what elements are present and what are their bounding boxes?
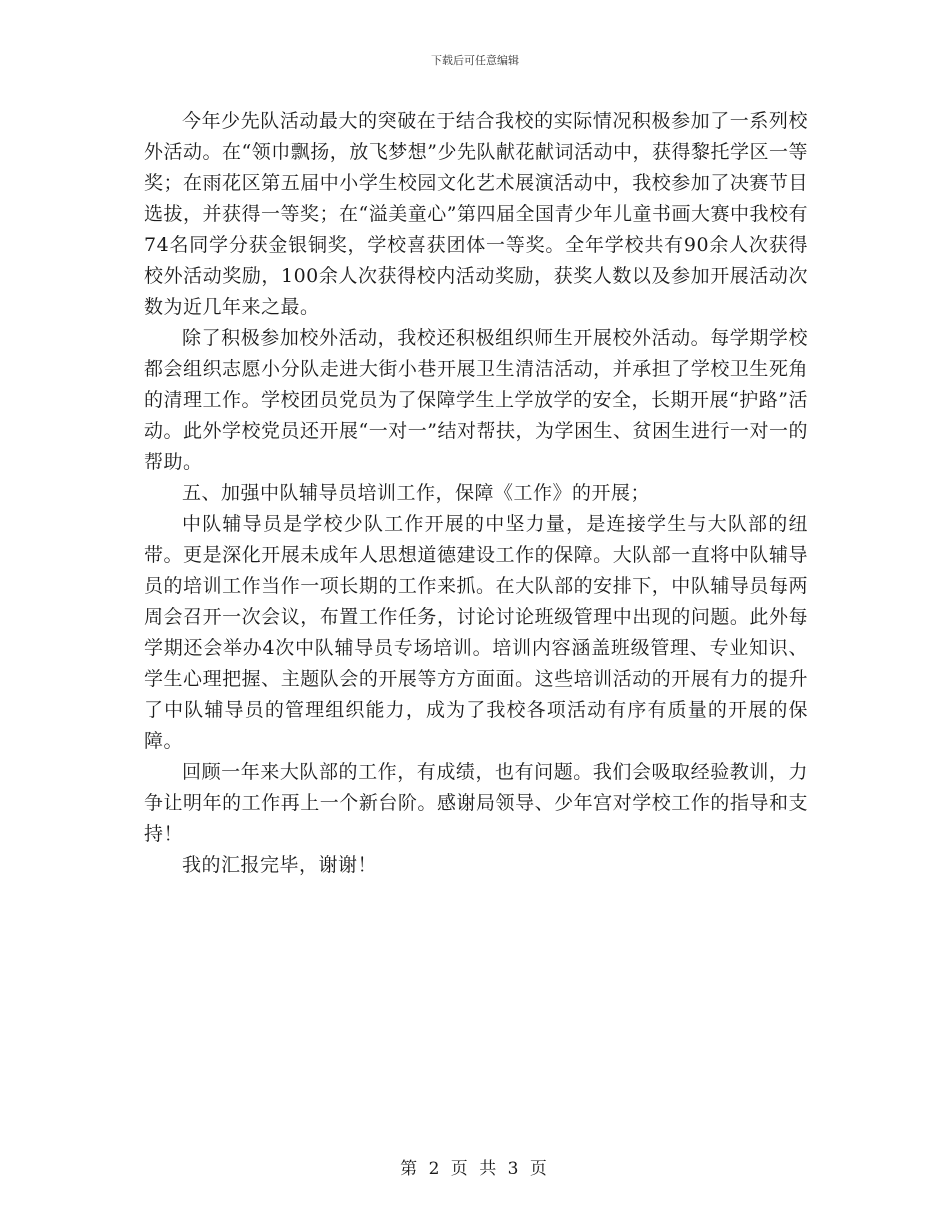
paragraph-closing: 我的汇报完毕，谢谢！ [182, 854, 378, 876]
paragraph-counselor-training: 中队辅导员是学校少队工作开展的中坚力量，是连接学生与大队部的纽带。更是深化开展未成年人思想道德建设工作的保障。大队部一直将中队辅导员的培训工作当作一项长期的工作来抓。在大队部的安排下，中队辅导员每两周会召开一次会议，布置工作任务，讨论讨论班级管理中出现的问题。此外每学期还会举办4次中队辅导员专场培训。培训内容涵盖班级管理、专业知识、学生心理把握、主题队会的开展等方方面面。这些培训活动的开展有力的提升了中队辅导员的管理组织能力，成为了我校各项活动有序有质量的开展的保障。 [144, 513, 808, 752]
section-heading-five: 五、加强中队辅导员培训工作，保障《工作》的开展； [182, 482, 651, 504]
document-body [144, 106, 808, 881]
page-number-footer: 第 2 页 共 3 页 [400, 1159, 550, 1179]
paragraph-activities-awards: 今年少先队活动最大的突破在于结合我校的实际情况积极参加了一系列校外活动。在“领巾飘扬，放飞梦想”少先队献花献词活动中，获得黎托学区一等奖；在雨花区第五届中小学生校园文化艺术展演活动中，我校参加了决赛节目选拔，并获得一等奖；在“溢美童心”第四届全国青少年儿童书画大赛中我校有74名同学分获金银铜奖，学校喜获团体一等奖。全年学校共有90余人次获得校外活动奖励，100余人次获得校内活动奖励，获奖人数以及参加开展活动次数为近几年来之最。 [144, 110, 808, 318]
paragraph-volunteer-activities: 除了积极参加校外活动，我校还积极组织师生开展校外活动。每学期学校都会组织志愿小分队走进大街小巷开展卫生清洁活动，并承担了学校卫生死角的清理工作。学校团员党员为了保障学生上学放学的安全，长期开展“护路”活动。此外学校党员还开展“一对一”结对帮扶，为学困生、贫困生进行一对一的帮助。 [144, 327, 808, 473]
paragraph-review-thanks: 回顾一年来大队部的工作，有成绩，也有问题。我们会吸取经验教训，力争让明年的工作再上一个新台阶。感谢局领导、少年宫对学校工作的指导和支持！ [144, 761, 808, 845]
page-header-note: 下载后可任意编辑 [431, 54, 519, 67]
